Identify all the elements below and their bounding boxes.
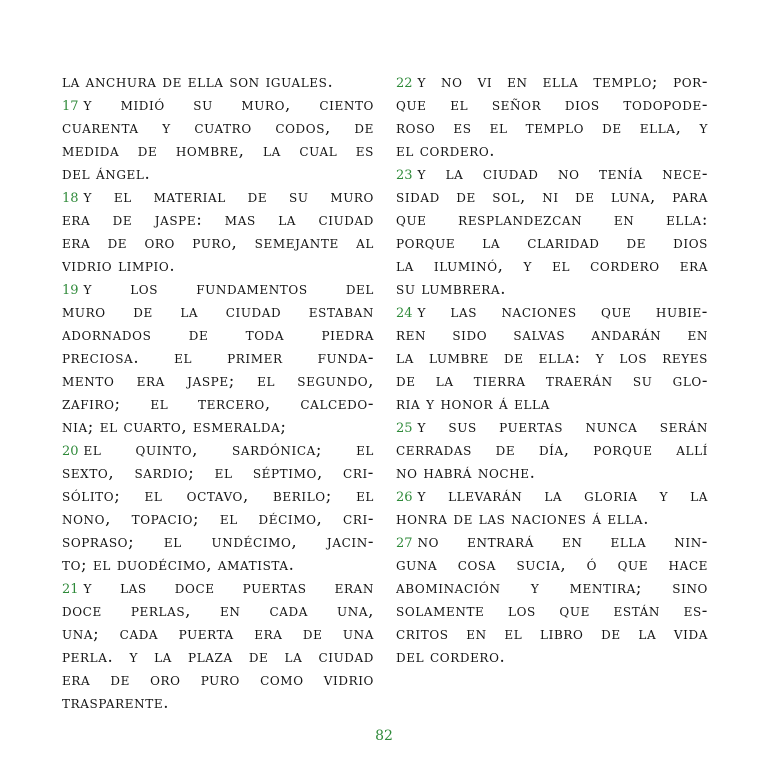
text-line (62, 507, 374, 530)
text-line (62, 484, 374, 507)
text-line (62, 461, 374, 484)
verse-text: preciosa. el primer funda- (62, 348, 374, 367)
text-line (62, 254, 374, 277)
verse-text: y las doce puertas eran (83, 578, 374, 597)
verse-text: medida de hombre, la cual es (62, 141, 374, 160)
text-line (62, 185, 374, 208)
verse-text: y no vi en ella templo; por- (417, 72, 708, 91)
verse-text: nia; el cuarto, esmeralda; (62, 417, 287, 436)
verse-text: el cordero. (396, 141, 496, 160)
verse-text: guna cosa sucia, ó que hace (396, 555, 708, 574)
verse-text: ria y honor á ella (396, 394, 550, 413)
verse-text: del ángel. (62, 164, 151, 183)
verse-text: sexto, sardio; el séptimo, cri- (62, 463, 374, 482)
text-line (62, 553, 374, 576)
verse-text: y la ciudad no tenía nece- (417, 164, 708, 183)
verse-text: no habrá noche. (396, 463, 536, 482)
text-line (396, 530, 708, 553)
verse-number: 20 (62, 444, 79, 459)
verse-text: trasparente. (62, 693, 170, 712)
text-line (396, 277, 708, 300)
verse-text: de la tierra traerán su glo- (396, 371, 708, 390)
verse-number: 23 (396, 168, 413, 183)
text-line (62, 93, 374, 116)
verse-text: critos en el libro de la vida (396, 624, 708, 643)
verse-number: 27 (396, 536, 413, 551)
verse-text: cerradas de día, porque allí (396, 440, 708, 459)
verse-text: zafiro; el tercero, calcedo- (62, 394, 374, 413)
text-line (62, 530, 374, 553)
text-line (62, 70, 374, 93)
text-line (62, 645, 374, 668)
text-line (396, 300, 708, 323)
text-line (396, 507, 708, 530)
text-line (396, 392, 708, 415)
text-line (396, 553, 708, 576)
verse-text: del cordero. (396, 647, 506, 666)
verse-number: 25 (396, 421, 413, 436)
verse-text: y las naciones que hubie- (417, 302, 708, 321)
verse-text: porque la claridad de dios (396, 233, 708, 252)
verse-text: abominación y mentira; sino (396, 578, 708, 597)
text-line (396, 461, 708, 484)
verse-text: ren sido salvas andarán en (396, 325, 708, 344)
verse-text: mento era jaspe; el segundo, (62, 371, 374, 390)
text-line (62, 415, 374, 438)
text-line (396, 484, 708, 507)
verse-text: muro de la ciudad estaban (62, 302, 374, 321)
text-line (62, 369, 374, 392)
verse-text: que resplandezcan en ella: (396, 210, 708, 229)
verse-number: 24 (396, 306, 413, 321)
text-line (62, 691, 374, 714)
text-line (62, 668, 374, 691)
text-line (396, 185, 708, 208)
verse-text: cuarenta y cuatro codos, de (62, 118, 374, 137)
verse-text: la lumbre de ella: y los reyes (396, 348, 708, 367)
text-line (396, 231, 708, 254)
text-line (396, 438, 708, 461)
verse-number: 21 (62, 582, 79, 597)
verse-number: 26 (396, 490, 413, 505)
verse-text: el quinto, sardónica; el (83, 440, 374, 459)
text-line (396, 116, 708, 139)
verse-text: era de oro puro, semejante al (62, 233, 374, 252)
verse-text: era de jaspe: mas la ciudad (62, 210, 374, 229)
text-line (396, 369, 708, 392)
verse-number: 19 (62, 283, 79, 298)
text-line (396, 415, 708, 438)
page-number: 82 (375, 728, 393, 744)
text-line (62, 231, 374, 254)
text-line (62, 116, 374, 139)
verse-text: y sus puertas nunca serán (417, 417, 708, 436)
text-line (62, 323, 374, 346)
verse-text: su lumbrera. (396, 279, 507, 298)
verse-text: y los fundamentos del (83, 279, 374, 298)
verse-text: era de oro puro como vidrio (62, 670, 374, 689)
text-line (62, 208, 374, 231)
verse-text: doce perlas, en cada una, (62, 601, 374, 620)
verse-text: roso es el templo de ella, y (396, 118, 708, 137)
text-line (396, 645, 708, 668)
verse-text: y midió su muro, ciento (83, 95, 374, 114)
verse-number: 17 (62, 99, 79, 114)
verse-number: 22 (396, 76, 413, 91)
text-line (396, 93, 708, 116)
text-line (62, 599, 374, 622)
text-line (62, 162, 374, 185)
verse-text: nono, topacio; el décimo, cri- (62, 509, 374, 528)
verse-text: una; cada puerta era de una (62, 624, 374, 643)
verse-text: adornados de toda piedra (62, 325, 374, 344)
verse-text: sólito; el octavo, berilo; el (62, 486, 374, 505)
text-line (62, 392, 374, 415)
text-line (62, 576, 374, 599)
text-line (62, 139, 374, 162)
text-line (62, 300, 374, 323)
verse-text: la iluminó, y el cordero era (396, 256, 708, 275)
text-line (396, 208, 708, 231)
verse-text: honra de las naciones á ella. (396, 509, 650, 528)
verse-text: sopraso; el undécimo, jacin- (62, 532, 374, 551)
right-text-column (396, 70, 708, 668)
text-line (396, 162, 708, 185)
text-line (62, 346, 374, 369)
verse-text: que el señor dios todopode- (396, 95, 708, 114)
verse-text: y llevarán la gloria y la (417, 486, 708, 505)
verse-text: vidrio limpio. (62, 256, 176, 275)
verse-text: la anchura de ella son iguales. (62, 72, 334, 91)
text-line (396, 346, 708, 369)
text-line (396, 576, 708, 599)
text-line (396, 622, 708, 645)
text-line (62, 438, 374, 461)
text-line (62, 622, 374, 645)
verse-number: 18 (62, 191, 79, 206)
verse-text: to; el duodécimo, amatista. (62, 555, 295, 574)
text-line (62, 277, 374, 300)
verse-text: y el material de su muro (83, 187, 374, 206)
text-line (396, 599, 708, 622)
verse-text: solamente los que están es- (396, 601, 708, 620)
verse-text: no entrará en ella nin- (417, 532, 708, 551)
text-line (396, 254, 708, 277)
text-line (396, 323, 708, 346)
verse-text: perla. y la plaza de la ciudad (62, 647, 374, 666)
text-line (396, 70, 708, 93)
text-line (396, 139, 708, 162)
left-text-column (62, 70, 374, 714)
verse-text: sidad de sol, ni de luna, para (396, 187, 708, 206)
